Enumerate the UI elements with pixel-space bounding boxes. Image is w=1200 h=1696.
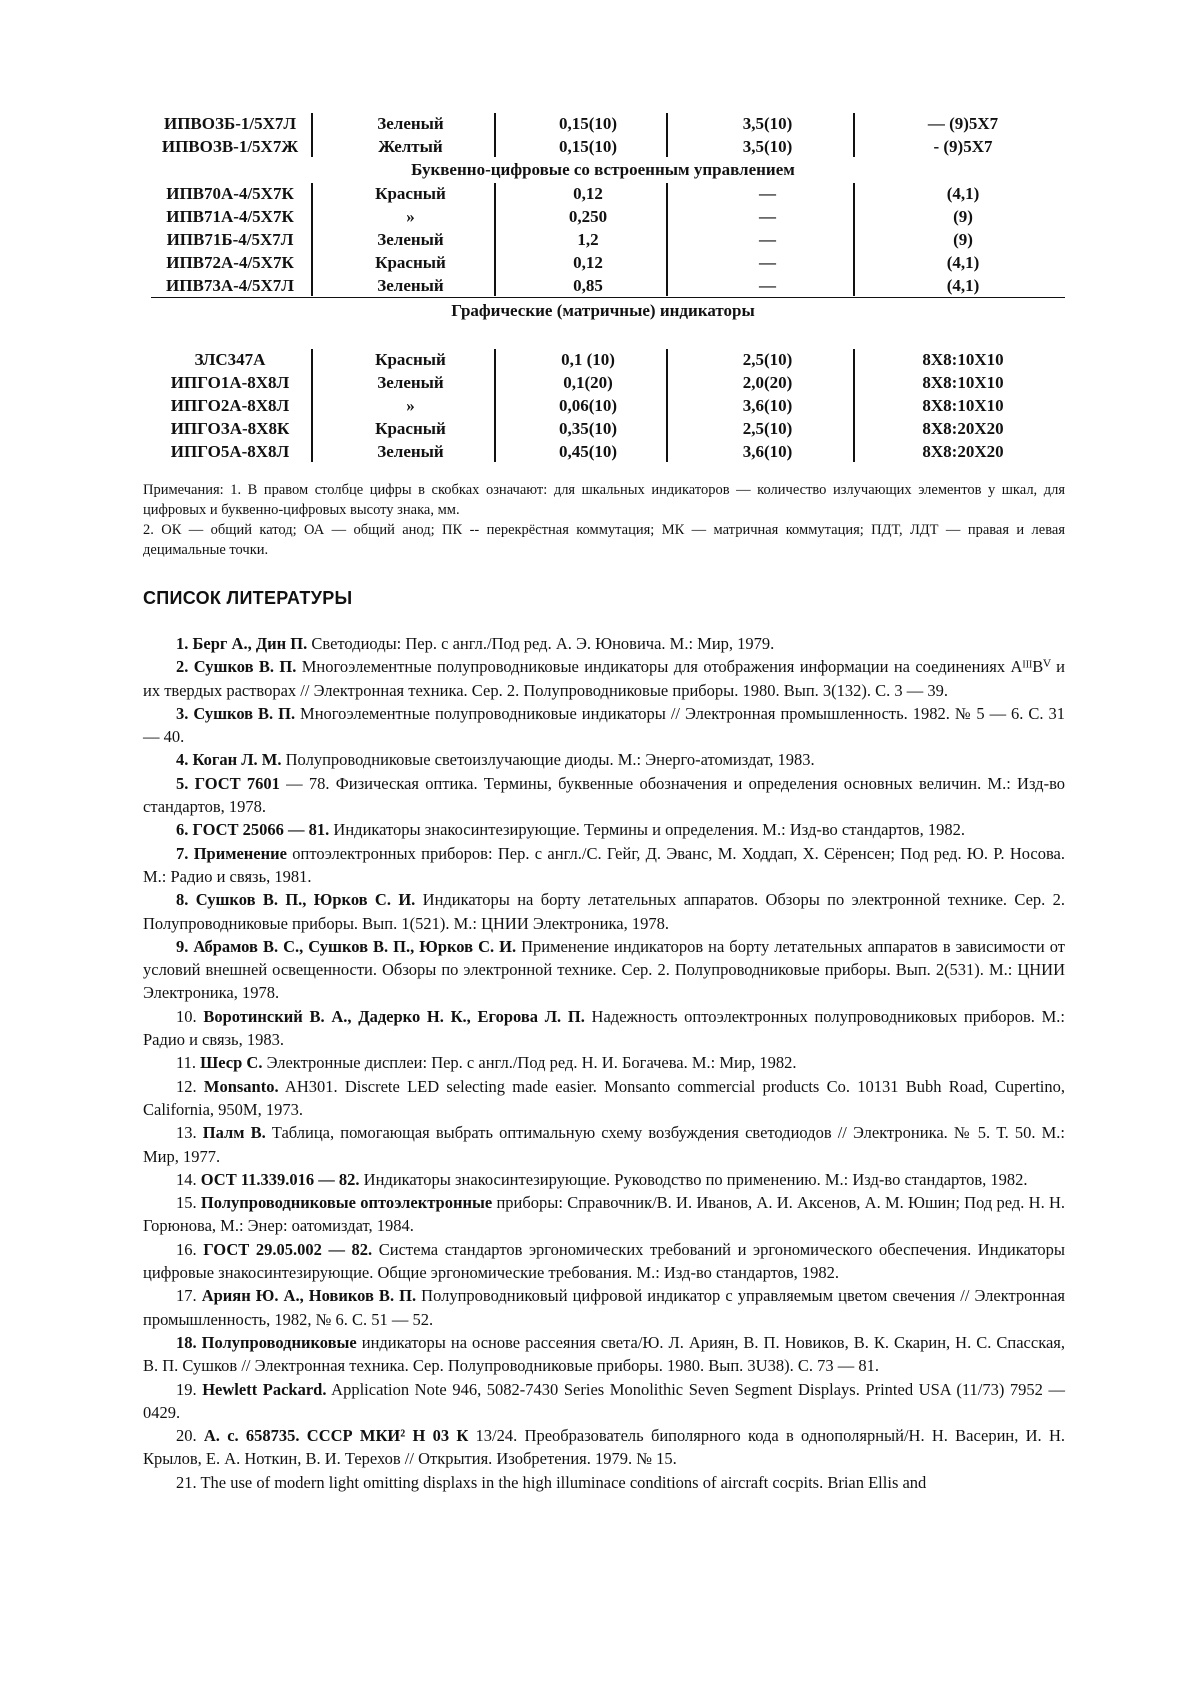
section-title-alphanumeric: Буквенно-цифровые со встроенным управлением <box>411 160 795 179</box>
table-cell: ЗЛС347А <box>194 350 266 369</box>
reference-text: Многоэлементные полупроводниковые индикаторы для отображения информации на соединениях AᴵᴵᴵBⱽ и их твердых растворах // Электронная техника. Сер. 2. Полупроводниковые приборы. 1980. Вып. 3(132). С. 3 — 39. <box>143 657 1066 700</box>
reference-author: Шеср С. <box>200 1053 263 1073</box>
table-cell: 0,06(10) <box>558 396 618 415</box>
table-cell: ИПГОЗА-8Х8К <box>170 419 290 438</box>
reference-author: ОСТ 11.339.016 — 82. <box>200 1169 360 1189</box>
reference-item <box>143 632 1065 655</box>
reference-number: 17. <box>176 1286 197 1306</box>
section-title-graphic: Графические (матричные) индикаторы <box>451 301 755 320</box>
reference-text: оптоэлектронных приборов: Пер. с англ./С. Гейг, Д. Эванс, М. Ходдап, Х. Сёренсен; Под ред. Ю. Р. Носова. М.: Радио и связь, 1981. <box>143 843 1065 886</box>
reference-item <box>143 1331 1065 1378</box>
table-cell: ИПВОЗБ-1/5Х7Л <box>163 114 297 133</box>
table-cell: 8Х8:20Х20 <box>922 442 1004 461</box>
reference-item <box>143 748 1065 771</box>
table-cell: Зеленый <box>377 276 444 295</box>
table-cell: 0,12 <box>573 253 603 272</box>
table-cell: 2,5(10) <box>742 419 793 438</box>
reference-author: Hewlett Packard. <box>202 1379 327 1399</box>
table-cell: 3,6(10) <box>742 396 793 415</box>
table-cell: 8Х8:10Х10 <box>922 373 1004 392</box>
reference-number: 20. <box>176 1426 197 1446</box>
table-cell: Красный <box>375 253 446 272</box>
reference-number: 21. <box>176 1472 197 1492</box>
table-block-top <box>141 112 1065 158</box>
column-divider <box>666 349 668 462</box>
reference-number: 12. <box>176 1076 197 1096</box>
reference-author: Палм В. <box>202 1123 266 1143</box>
table-notes <box>143 480 1065 560</box>
reference-number: 14. <box>176 1169 197 1189</box>
reference-number: 8. <box>176 890 189 910</box>
reference-author: ГОСТ 29.05.002 — 82. <box>203 1239 373 1259</box>
reference-text: Система стандартов эргономических требований и эргономического обеспечения. Индикаторы цифровые знакосинтезирующие. Общие эргономические требования. М.: Изд-во стандартов, 1982. <box>143 1239 1066 1283</box>
reference-number: 10. <box>176 1006 197 1026</box>
reference-author: Абрамов В. С., Сушков В. П., Юрков С. И. <box>193 936 517 956</box>
reference-author: Применение <box>193 843 287 863</box>
reference-text: The use of modern light omitting displaxs in the high illuminace conditions of aircraft cocpits. Brian Ellis and <box>200 1472 927 1492</box>
table-cell: 0,12 <box>573 184 603 203</box>
reference-number: 2. <box>176 657 189 677</box>
column-divider <box>666 183 668 296</box>
reference-item <box>143 702 1065 749</box>
table-row <box>141 228 1065 251</box>
reference-text: Индикаторы на борту летательных аппаратов. Обзоры по электронной технике. Сер. 2. Полупроводниковые приборы. Вып. 1(521). М.: ЦНИИ Электроника, 1978. <box>143 890 1066 933</box>
reference-item <box>143 1191 1065 1238</box>
table-cell: 0,15(10) <box>558 137 618 156</box>
references-heading: СПИСОК ЛИТЕРАТУРЫ <box>143 588 353 608</box>
table-cell: 1,2 <box>577 230 599 249</box>
table-cell: (4,1) <box>946 276 980 295</box>
table-cell: 0,250 <box>568 207 608 226</box>
column-divider <box>311 113 313 157</box>
reference-text: приборы: Справочник/В. И. Иванов, А. И. Аксенов, А. М. Юшин; Под ред. Н. Н. Горюнова, М.: Энер: оатомиздат, 1984. <box>143 1193 1065 1236</box>
reference-author: Сушков В. П. <box>193 703 296 723</box>
reference-number: 4. <box>176 750 189 770</box>
table-cell: 8Х8:20Х20 <box>922 419 1004 438</box>
reference-number: 5. <box>176 773 189 793</box>
reference-text: Индикаторы знакосинтезирующие. Термины и определения. М.: Изд-во стандартов, 1982. <box>329 820 965 840</box>
reference-item <box>143 1378 1065 1425</box>
table-cell: » <box>406 396 415 415</box>
reference-text: 13/24. Преобразователь биполярного кода в однополярный/Н. Н. Васерин, И. Н. Крылов, Е. А. Ноткин, В. И. Терехов // Открытия. Изобретения. 1979. № 15. <box>143 1426 1065 1469</box>
table-row <box>141 182 1065 205</box>
reference-author: Сушков В. П., Юрков С. И. <box>195 890 416 910</box>
table-row <box>141 205 1065 228</box>
table-row <box>141 394 1065 417</box>
table-cell: ИПВ73А-4/5Х7Л <box>166 276 294 295</box>
table-cell: — (9)5Х7 <box>927 114 999 133</box>
reference-text: Электронные дисплеи: Пер. с англ./Под ред. Н. И. Богачева. М.: Мир, 1982. <box>262 1053 797 1073</box>
column-divider <box>853 349 855 462</box>
reference-text: Многоэлементные полупроводниковые индикаторы // Электронная промышленность. 1982. № 5 — 6. С. 31 — 40. <box>143 703 1065 747</box>
reference-item <box>143 1424 1065 1471</box>
reference-text: Применение индикаторов на борту летательных аппаратов в зависимости от условий внешней освещенности. Обзоры по электронной технике. Сер. 2. Полупроводниковые приборы. Вып. 2(531). М.: ЦНИИ Электроника, 1978. <box>143 936 1066 1003</box>
reference-text: AH301. Discrete LED selecting made easier. Monsanto commercial products Co. 10131 Bubh Road, Cupertino, California, 950M, 1973. <box>143 1076 1066 1119</box>
reference-author: Сушков В. П. <box>193 657 297 677</box>
reference-item <box>143 888 1065 935</box>
table-cell: Зеленый <box>377 442 444 461</box>
reference-text: Application Note 946, 5082-7430 Series Monolithic Seven Segment Displays. Printed USA (11/73) 7952 — 0429. <box>143 1379 1065 1422</box>
reference-item <box>143 1284 1065 1331</box>
table-cell: ИПВ71А-4/5Х7К <box>166 207 294 226</box>
reference-author: Полупроводниковые <box>201 1332 357 1352</box>
reference-item <box>143 935 1065 1005</box>
table-cell: Желтый <box>378 137 443 156</box>
reference-author: Полупроводниковые оптоэлектронные <box>200 1193 493 1213</box>
table-cell: 2,5(10) <box>742 350 793 369</box>
table-row <box>141 135 1065 158</box>
reference-number: 13. <box>176 1123 197 1143</box>
table-cell: 0,45(10) <box>558 442 618 461</box>
column-divider <box>853 183 855 296</box>
column-divider <box>494 349 496 462</box>
table-cell: 3,5(10) <box>742 137 793 156</box>
table-cell: — <box>759 276 776 295</box>
reference-author: ГОСТ 7601 <box>194 773 280 793</box>
table-cell: Красный <box>375 419 446 438</box>
table-gap <box>141 328 1065 348</box>
reference-author: Коган Л. М. <box>192 750 282 770</box>
reference-number: 19. <box>176 1379 197 1399</box>
reference-text: Надежность оптоэлектронных полупроводниковых приборов. М.: Радио и связь, 1983. <box>143 1006 1065 1050</box>
table-cell: 3,5(10) <box>742 114 793 133</box>
table-block-alphanumeric <box>141 182 1065 297</box>
table-cell: (4,1) <box>946 184 980 203</box>
column-divider <box>494 113 496 157</box>
reference-number: 1. <box>176 634 189 653</box>
table-cell: — <box>759 184 776 203</box>
reference-number: 16. <box>176 1239 197 1259</box>
table-row <box>141 348 1065 371</box>
table-cell: ИПГО2А-8Х8Л <box>170 396 290 415</box>
reference-item <box>143 1471 1065 1494</box>
reference-item <box>143 1238 1065 1285</box>
table-row <box>141 274 1065 297</box>
table-cell: Красный <box>375 184 446 203</box>
column-divider <box>311 183 313 296</box>
table-cell: » <box>406 207 415 226</box>
table-cell: 3,6(10) <box>742 442 793 461</box>
reference-text: индикаторы на основе рассеяния света/Ю. Л. Ариян, В. П. Новиков, В. К. Скарин, Н. С. Спасская, В. П. Сушков // Электронная техника. Сер. Полупроводниковые приборы. 1980. Вып. 3U38). С. 73 — 81. <box>143 1332 1065 1376</box>
table-cell: ИПВ72А-4/5Х7К <box>166 253 294 272</box>
column-divider <box>666 113 668 157</box>
table-cell: (9) <box>953 230 973 249</box>
table-cell: (4,1) <box>946 253 980 272</box>
reference-item <box>143 1051 1065 1074</box>
table-cell: ИПВОЗВ-1/5Х7Ж <box>161 137 299 156</box>
reference-number: 3. <box>176 703 189 723</box>
table-row <box>141 112 1065 135</box>
table-cell: 0,35(10) <box>558 419 618 438</box>
column-divider <box>311 349 313 462</box>
note-1: Примечания: 1. В правом столбце цифры в скобках означают: для шкальных индикаторов — количество излучающих элементов у шкал, для цифровых и буквенно-цифровых высоту знака, мм. <box>143 482 1065 518</box>
reference-text: Таблица, помогающая выбрать оптимальную схему возбуждения светодиодов // Электроника. № 5. Т. 50. М.: Мир, 1977. <box>143 1123 1065 1166</box>
table-cell: 8Х8:10Х10 <box>922 396 1004 415</box>
note-2: 2. ОК — общий катод; ОА — общий анод; ПК -- перекрёстная коммутация; МК — матричная коммутация; ПДТ, ЛДТ — правая и левая децимальные точки. <box>143 522 1065 558</box>
reference-text: Светодиоды: Пер. с англ./Под ред. А. Э. Юновича. М.: Мир, 1979. <box>307 634 775 653</box>
reference-item <box>143 842 1065 889</box>
table-cell: 0,85 <box>573 276 603 295</box>
column-divider <box>494 183 496 296</box>
reference-text: Полупроводниковый цифровой индикатор с управляемым цветом свечения // Электронная промышленность, 1982, № 6. С. 51 — 52. <box>143 1286 1066 1329</box>
table-row <box>141 417 1065 440</box>
reference-author: ГОСТ 25066 — 81. <box>192 820 330 840</box>
reference-number: 11. <box>176 1053 197 1073</box>
table-cell: Красный <box>375 350 446 369</box>
reference-number: 18. <box>176 1332 197 1352</box>
table-row <box>141 440 1065 463</box>
table-cell: 0,1(20) <box>563 373 613 392</box>
table-cell: 0,1 (10) <box>561 350 615 369</box>
table-cell: 8Х8:10Х10 <box>922 350 1004 369</box>
table-row <box>141 371 1065 394</box>
reference-text: — 78. Физическая оптика. Термины, буквенные обозначения и определения основных величин. М.: Изд-во стандартов, 1978. <box>143 773 1065 817</box>
table-cell: — <box>759 230 776 249</box>
table-cell: ИПВ70А-4/5Х7К <box>166 184 294 203</box>
table-cell: Зеленый <box>377 230 444 249</box>
reference-text: Индикаторы знакосинтезирующие. Руководство по применению. М.: Изд-во стандартов, 1982. <box>359 1169 1028 1189</box>
reference-author: Воротинский В. А., Дадерко Н. К., Егорова Л. П. <box>203 1006 585 1026</box>
reference-author: Берг А., Дин П. <box>192 634 308 653</box>
reference-author: А. с. 658735. СССР МКИ² Н 03 К <box>203 1426 469 1446</box>
table-cell: ИПВ71Б-4/5Х7Л <box>166 230 294 249</box>
table-cell: Зеленый <box>377 114 444 133</box>
reference-text: Полупроводниковые светоизлучающие диоды. М.: Энерго-атомиздат, 1983. <box>281 750 815 770</box>
reference-item <box>143 655 1065 702</box>
reference-author: Monsanto. <box>203 1076 279 1096</box>
table-cell: - (9)5Х7 <box>933 137 993 156</box>
table-cell: 2,0(20) <box>742 373 793 392</box>
table-cell: ИПГО5А-8Х8Л <box>170 442 290 461</box>
table-cell: — <box>759 207 776 226</box>
table-cell: Зеленый <box>377 373 444 392</box>
reference-item <box>143 772 1065 819</box>
column-divider <box>853 113 855 157</box>
reference-item <box>143 1168 1065 1191</box>
reference-number: 9. <box>176 936 189 956</box>
reference-item <box>143 1121 1065 1168</box>
reference-number: 15. <box>176 1193 197 1213</box>
reference-number: 6. <box>176 820 189 840</box>
table-cell: ИПГО1А-8Х8Л <box>170 373 290 392</box>
references-list <box>143 632 1065 1494</box>
reference-item <box>143 1005 1065 1052</box>
indicator-spec-table <box>141 112 1065 463</box>
reference-author: Ариян Ю. А., Новиков В. П. <box>201 1286 417 1306</box>
reference-item <box>143 818 1065 841</box>
table-cell: — <box>759 253 776 272</box>
reference-number: 7. <box>176 843 189 863</box>
reference-item <box>143 1075 1065 1122</box>
table-row <box>141 251 1065 274</box>
table-cell: (9) <box>953 207 973 226</box>
table-cell: 0,15(10) <box>558 114 618 133</box>
table-block-graphic <box>141 348 1065 463</box>
